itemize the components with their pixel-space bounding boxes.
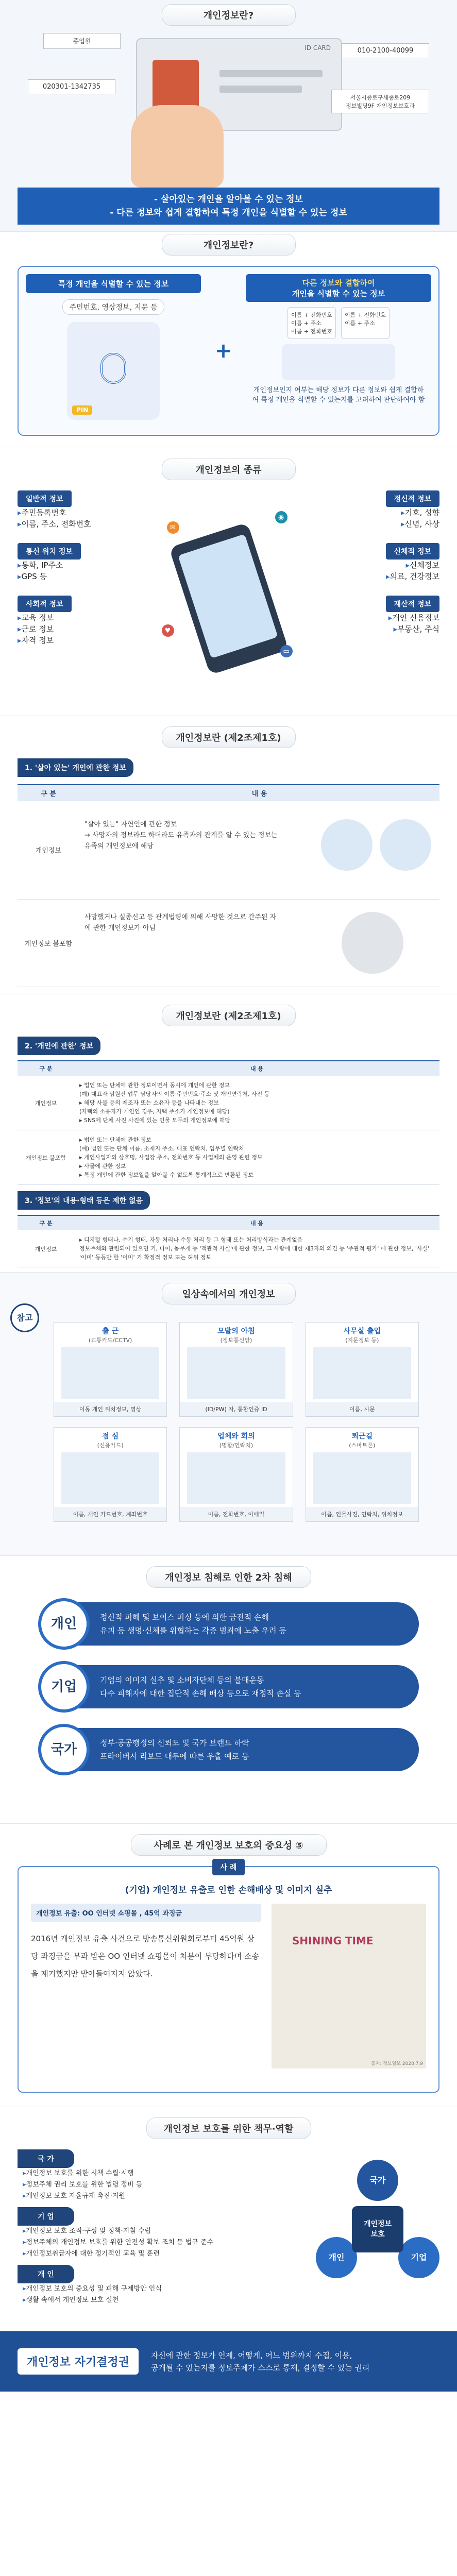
harm-box [74, 1602, 419, 1646]
section-title: 개인정보란? [162, 234, 296, 256]
footer-line-1: 자신에 관한 정보가 언제, 어떻게, 어느 범위까지 수집, 이용, [150, 2350, 352, 2360]
row-kind: 개인정보 [18, 801, 79, 899]
field-zip: 종업원 [43, 33, 121, 49]
addr-line-2: 정보빌딩9F 개인정보보호과 [346, 103, 415, 109]
section-title: 개인정보란 (제2조제1호) [162, 726, 296, 748]
section-types [0, 448, 457, 716]
combo-item: 이름 + 전화번호 [291, 312, 332, 318]
form-table [18, 1215, 439, 1267]
harm-item: 다수 피해자에 대한 집단적 손해 배상 등으로 재정적 손실 등 [100, 1689, 301, 1698]
daily-card-head: 사무실 출입 [343, 1327, 381, 1335]
section-footer [0, 2331, 457, 2392]
people-illustration [321, 819, 434, 881]
duty-group [18, 2265, 296, 2306]
fingerprint-scanner-illustration [313, 1347, 411, 1399]
type-group [18, 490, 136, 530]
smartphone-illustration [313, 1452, 411, 1504]
section-intro [0, 0, 457, 232]
bus-illustration [61, 1347, 159, 1399]
duty-item: ▸ 개인정보 보호 자율규제 촉진·지원 [18, 2191, 296, 2202]
duty-item: ▸ 개인정보취급자에 대한 정기적인 교육 및 훈련 [18, 2248, 296, 2260]
case-head: 개인정보 유출: OO 인터넷 쇼핑몰 , 45억 과징금 [31, 1904, 261, 1922]
section-title: 개인정보 침해로 인한 2차 침해 [146, 1566, 311, 1588]
duty-item: ▸ 정보주체의 개인정보 보호를 위한 안전성 확보 조치 등 법규 준수 [18, 2237, 296, 2248]
phone-screen [178, 534, 278, 658]
daily-card-head: 점 심 [102, 1432, 119, 1440]
type-item: ▸ 근로 정보 [18, 623, 136, 635]
section-article-about [0, 994, 457, 1273]
subband: 2. '개인에 관한' 정보 [18, 1037, 100, 1055]
duty-group-name: 국 가 [18, 2149, 74, 2168]
case-title: (기업) 개인정보 유출로 인한 손해배상 및 이미지 실추 [125, 1885, 332, 1895]
col-kind: 구 분 [18, 1061, 74, 1076]
section-case [0, 1824, 457, 2107]
daily-card [306, 1322, 419, 1417]
row-line: ▸ 해당 사물 등의 제조자 또는 소유자 등을 나타내는 정보 [79, 1099, 219, 1106]
row-line: ▸ 법인 또는 단체에 관한 정보 [79, 1137, 151, 1143]
table-row [18, 801, 439, 899]
combo-item: 이름 + 주소 [291, 320, 321, 327]
definition-line-1: - 살아있는 개인을 알아볼 수 있는 정보 [154, 194, 303, 205]
location-icon: ◉ [275, 511, 287, 523]
harm-item: 유괴 등 생명·신체를 위협하는 각종 범죄에 노출 우려 등 [100, 1626, 286, 1635]
chip-graphic [219, 70, 323, 77]
harm-rows [18, 1598, 439, 1775]
phone-body [168, 522, 289, 675]
triangle-center [352, 2206, 403, 2252]
harm-tag: 국가 [38, 1724, 90, 1775]
section-title: 개인정보 보호를 위한 책무·역할 [146, 2117, 311, 2139]
field-phone: 010-2100-40099 [342, 43, 429, 58]
duty-group [18, 2149, 296, 2202]
type-item: ▸ 신체정보 [321, 560, 439, 571]
phone-fingerprint-illustration [67, 322, 160, 420]
combo-item: 이름 + 주소 [344, 320, 375, 327]
type-group-name: 통신 위치 정보 [18, 543, 81, 560]
daily-card-sub: (신용카드) [97, 1442, 124, 1449]
row-kind: 개인정보 [18, 1230, 74, 1267]
footer-tag: 개인정보 자기결정권 [18, 2348, 139, 2375]
case-tag: 사 례 [212, 1859, 245, 1875]
type-item: ▸ 자격 정보 [18, 635, 136, 646]
daily-card-cap: 이름, 시문 [306, 1402, 418, 1416]
daily-card-cap: (ID/PW) 자, 통합인증 ID [180, 1402, 292, 1416]
type-group-name: 재산적 정보 [386, 596, 440, 612]
type-item: ▸ 기호, 성향 [321, 507, 439, 518]
row-content [74, 1230, 439, 1267]
subband: 3. '정보'의 내용·형태 등은 제한 없음 [18, 1191, 150, 1210]
heart-icon: ♥ [162, 624, 174, 637]
person-icon [321, 819, 373, 871]
harm-item: 프라이버시 리보드 대두에 따른 우출 예로 등 [100, 1752, 249, 1761]
col-kind: 구 분 [18, 785, 79, 801]
field-id: 020301-1342735 [28, 79, 115, 94]
row-content [74, 1076, 439, 1130]
daily-card-head: 출 근 [102, 1327, 119, 1335]
section-title: 개인정보란 (제2조제1호) [162, 1005, 296, 1026]
right-head-line-2: 개인을 식별할 수 있는 정보 [292, 289, 385, 298]
type-item: ▸ 교육 정보 [18, 612, 136, 623]
right-box [246, 274, 431, 428]
memorial-illustration [342, 912, 403, 974]
duties-list [18, 2149, 296, 2306]
table-header-row [18, 1215, 439, 1230]
business-card-illustration [187, 1452, 285, 1504]
type-group-name: 신체적 정보 [386, 543, 440, 560]
type-item: ▸ 부동산, 주식 [321, 623, 439, 635]
harm-row [38, 1661, 419, 1713]
type-item: ▸ 통화, IP주소 [18, 560, 136, 571]
card-header: ID CARD [304, 44, 331, 52]
daily-card-head: 업체와 회의 [217, 1432, 255, 1440]
case-content [31, 1904, 426, 2069]
type-item: ▸ GPS 등 [18, 571, 136, 582]
row-line: 정보주체와 관련되어 있으면 키, 나이, 몸무게 등 '객관적 사실'에 관한 정보, 그 사람에 대한 제3자의 의견 등 '주관적 평가' 에 관한 정보, '사실' '이미' 등등만 한 '이미' 거 확정적 정보 또는 허위 정보 [79, 1245, 430, 1261]
type-item: ▸ 주민등록번호 [18, 507, 136, 518]
type-group [18, 596, 136, 646]
section-title: 일상속에서의 개인정보 [162, 1283, 296, 1304]
row-line: ▸ 법인 또는 단체에 관한 정보이면서 동시에 개인에 관한 정보 [79, 1082, 230, 1089]
harm-item: 기업의 이미지 실추 및 소비자단체 등의 불매운동 [100, 1675, 264, 1685]
daily-card [54, 1427, 167, 1522]
apps-illustration [187, 1347, 285, 1399]
row-line: ▸ SNS에 단체 사진 사진에 있는 인물 모두의 개인정보에 해당 [79, 1117, 230, 1124]
footer-text [151, 2349, 369, 2374]
table-row [18, 899, 439, 987]
col-content: 내 용 [74, 1061, 439, 1076]
table-row [18, 1130, 439, 1185]
table-row [18, 1230, 439, 1267]
case-text [31, 1904, 261, 2069]
table-header-row [18, 1061, 439, 1076]
combo-list-2 [341, 307, 390, 339]
footer-line-2: 공개될 수 있는지를 정보주체가 스스로 통제, 결정할 수 있는 권리 [150, 2363, 370, 2372]
harm-box [74, 1728, 419, 1771]
row-line: 사망했거나 실종신고 등 관계법령에 의해 사망한 것으로 간주된 자에 관한 개인정보가 아님 [84, 913, 277, 932]
duty-group-name: 기 업 [18, 2207, 74, 2226]
harm-item: 정부·공공행정의 신뢰도 및 국가 브랜드 하락 [100, 1738, 249, 1748]
duties-layout [18, 2149, 439, 2306]
alive-table [18, 784, 439, 987]
daily-card [306, 1427, 419, 1522]
type-group [18, 543, 136, 582]
daily-card-cap: 이동 개인 위치정보, 영상 [54, 1402, 166, 1416]
type-group-name: 일반적 정보 [18, 490, 72, 507]
left-head: 특정 개인을 식별할 수 있는 정보 [26, 274, 201, 293]
row-line: "살아 있는" 자연인에 관한 정보 [84, 820, 177, 828]
daily-card-sub: (지문정보 등) [345, 1337, 379, 1344]
combo-lists [246, 307, 431, 339]
row-line: (예) 법인 또는 단체 이름, 소재지 주소, 대표 연락처, 업무별 연락처 [79, 1145, 244, 1152]
about-table [18, 1060, 439, 1185]
case-image-label: SHINING TIME [292, 1935, 374, 1947]
left-box [26, 274, 201, 428]
daily-card [179, 1427, 293, 1522]
combo-item: 이름 + 전화번호 [344, 312, 386, 318]
hand-graphic [131, 105, 224, 188]
duty-group [18, 2207, 296, 2260]
case-body: 2016년 개인정보 유출 사건으로 방송통신위원회로부터 45억원 상당 과징금을 부과 받은 OO 인터넷 쇼핑몰이 처분이 부당하다며 소송을 제기했지만 받아들여지지 않았다. [31, 1934, 260, 1978]
ref-tag: 참고 [10, 1303, 39, 1332]
duty-item: ▸ 생활 속에서 개인정보 보호 실천 [18, 2295, 296, 2306]
left-pill: 주민번호, 영상정보, 지문 등 [62, 299, 164, 315]
daily-card [179, 1322, 293, 1417]
type-item: ▸ 이름, 주소, 전화번호 [18, 518, 136, 530]
duty-item: ▸ 개인정보 보호를 위한 시책 수립·시행 [18, 2168, 296, 2179]
row-kind: 개인정보 불포함 [18, 899, 79, 987]
definition-panel [18, 266, 439, 436]
harm-box [74, 1665, 419, 1708]
card-icon: ▭ [280, 645, 293, 657]
daily-card-sub: (정보통신망) [220, 1337, 252, 1344]
duty-item: ▸ 개인정보 보호 조직·구성 및 정책·지침 수립 [18, 2226, 296, 2237]
section-article-alive [0, 716, 457, 994]
triangle-center-line-1: 개인정보 [363, 2220, 392, 2228]
person-icon [380, 819, 431, 871]
type-item: ▸ 의료, 건강정보 [321, 571, 439, 582]
section-definition [0, 232, 457, 448]
triangle-right: 기업 [398, 2237, 439, 2278]
col-content: 내 용 [79, 785, 439, 801]
daily-card [54, 1322, 167, 1417]
triangle-top: 국가 [357, 2160, 398, 2201]
harm-item: 정신적 피해 및 보이스 피싱 등에 의한 금전적 손해 [100, 1613, 269, 1622]
addr-line-1: 서울시중로구세종로209 [350, 94, 411, 101]
row-line: ▸ 개인사업자의 상호명, 사업장 주소, 전화번호 등 사업체의 운영 관련 정보 [79, 1154, 263, 1161]
field-addr [331, 90, 429, 113]
harm-tag: 개인 [38, 1598, 90, 1650]
daily-card-cap: 이름, 인물사진, 연락처, 위치정보 [306, 1507, 418, 1521]
row-line: ▸ 특정 개인에 관한 정보일을 알아볼 수 없도록 통계적으로 변환된 정보 [79, 1172, 254, 1178]
type-group [321, 596, 439, 635]
daily-card-head: 모발의 아침 [217, 1327, 255, 1335]
section-secondary-harm [0, 1556, 457, 1824]
types-layout [18, 490, 439, 707]
chat-icon: ✉ [167, 521, 179, 534]
row-line: ▸ 디지털 형태나, 수기 형태, 자동 처리나 수동 처리 등 그 형태 또는 처리방식과는 관계없음 [79, 1236, 303, 1243]
section-title: 개인정보란? [162, 4, 296, 26]
right-note: 개인정보인지 여부는 해당 정보가 다른 정보와 쉽게 결합하여 특정 개인을 식별할 수 있는지를 고려하여 판단하여야 함 [252, 386, 425, 404]
row-line: (자택의 소유자가 개인인 경우, 자택 주소가 개인정보에 해당) [79, 1108, 230, 1115]
types-left [18, 490, 136, 707]
type-group [321, 543, 439, 582]
definition-line-2: - 다른 정보와 쉽게 결합하여 특정 개인을 식별할 수 있는 정보 [110, 208, 347, 218]
harm-row [38, 1724, 419, 1775]
network-illustration [282, 344, 395, 380]
combo-item: 이름 + 전화번호 [291, 328, 332, 335]
col-kind: 구 분 [18, 1215, 74, 1230]
row-line: → 사망자의 정보라도 하더라도 유족과의 관계를 알 수 있는 정보는 유족의 개인정보에 해당 [84, 831, 278, 850]
harm-tag: 기업 [38, 1661, 90, 1713]
chip-graphic-2 [219, 86, 302, 93]
row-line: (예) 대표자 임원진 업무 담당자의 이름·주민번호·주소 및 개인연락처, 사진 등 [79, 1091, 270, 1097]
daily-card-head: 퇴근길 [351, 1432, 373, 1440]
daily-card-cap: 이름, 개인 카드번호, 계좌번호 [54, 1507, 166, 1521]
section-title: 사례로 본 개인정보 보호의 중요성 ⑤ [131, 1834, 327, 1856]
row-content [74, 1130, 439, 1185]
type-item: ▸ 신념, 사상 [321, 518, 439, 530]
triangle-center-line-2: 보호 [370, 2230, 385, 2239]
daily-card-sub: (교통카드/CCTV) [88, 1337, 132, 1344]
triangle-diagram [316, 2149, 439, 2304]
daily-grid [18, 1315, 439, 1522]
triangle-left: 개인 [316, 2237, 357, 2278]
duty-item: ▸ 정보주체 권리 보호를 위한 법령 정비 등 [18, 2179, 296, 2191]
case-box [18, 1863, 439, 2093]
section-title: 개인정보의 종류 [162, 459, 296, 480]
combo-list-1 [287, 307, 336, 339]
id-card-illustration [18, 33, 439, 188]
right-head [246, 274, 431, 302]
section-daily [0, 1273, 457, 1556]
row-content [79, 899, 439, 987]
case-image [272, 1904, 426, 2069]
row-line: ▸ 사물에 관한 정보 [79, 1163, 126, 1170]
type-group-name: 사회적 정보 [18, 596, 72, 612]
daily-card-sub: (명함/연락처) [219, 1442, 253, 1449]
pin-tag: PIN [72, 405, 92, 415]
case-image-credit: 출처: 정보일보 2020.7.9 [371, 2061, 423, 2066]
section-duties [0, 2107, 457, 2331]
type-item: ▸ 개인 신용정보 [321, 612, 439, 623]
col-content: 내 용 [74, 1215, 439, 1230]
phone-illustration [151, 490, 306, 707]
harm-row [38, 1598, 419, 1650]
plus-icon: + [214, 339, 232, 363]
table-header-row [18, 785, 439, 801]
row-content [79, 801, 439, 899]
definition-banner [18, 188, 439, 225]
type-group [321, 490, 439, 530]
duty-item: ▸ 개인정보 보호의 중요성 및 피해 구제방안 인식 [18, 2283, 296, 2295]
fingerprint-icon [100, 353, 126, 384]
duty-group-name: 개 인 [18, 2265, 74, 2283]
row-kind: 개인정보 불포함 [18, 1130, 74, 1185]
right-head-line-1: 다른 정보와 결합하여 [302, 278, 375, 287]
types-right [321, 490, 439, 707]
daily-card-cap: 이름, 전화번호, 이메일 [180, 1507, 292, 1521]
row-kind: 개인정보 [18, 1076, 74, 1130]
card-payment-illustration [61, 1452, 159, 1504]
table-row [18, 1076, 439, 1130]
daily-card-sub: (스마트폰) [349, 1442, 376, 1449]
type-group-name: 정신적 정보 [386, 490, 440, 507]
subband: 1. '살아 있는' 개인에 관한 정보 [18, 758, 133, 777]
